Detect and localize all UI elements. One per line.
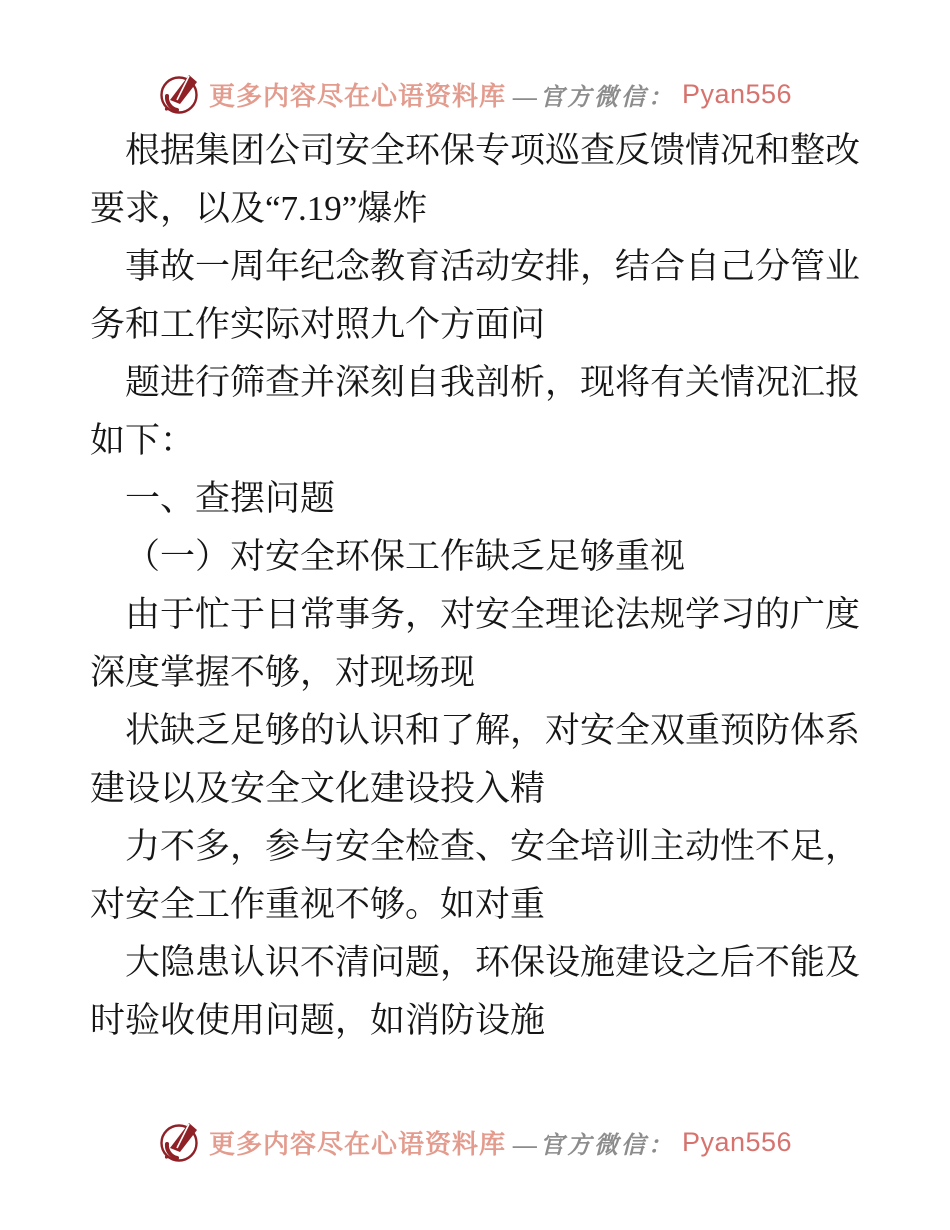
text-line: 要求，以及“7.19”爆炸 xyxy=(90,189,428,228)
text-line: 事故一周年纪念教育活动安排，结合自己分管业 xyxy=(125,247,861,286)
text-line: 力不多，参与安全检查、安全培训主动性不足， xyxy=(125,827,861,866)
text-line: 根据集团公司安全环保专项巡查反馈情况和整改 xyxy=(125,131,861,170)
footer-watermark xyxy=(0,1116,950,1168)
text-line: 由于忙于日常事务，对安全理论法规学习的广度 xyxy=(125,595,861,634)
text-line: 大隐患认识不清问题，环保设施建设之后不能及 xyxy=(125,943,861,982)
watermark-wechat-id: Pyan556 xyxy=(681,78,793,109)
text-line: 时验收使用问题，如消防设施 xyxy=(90,1001,546,1040)
watermark-wechat-id: Pyan556 xyxy=(681,1126,793,1157)
text-line: 建设以及安全文化建设投入精 xyxy=(90,769,546,808)
section-heading-line: 一、查摆问题 xyxy=(125,479,336,518)
text-line: 状缺乏足够的认识和了解，对安全双重预防体系 xyxy=(125,711,861,750)
header-watermark xyxy=(0,68,950,120)
pen-circle-logo-icon xyxy=(158,71,202,117)
subsection-heading-line: （一）对安全环保工作缺乏足够重视 xyxy=(125,537,686,576)
text-line: 务和工作实际对照九个方面问 xyxy=(90,305,546,344)
watermark-brand-text: 更多内容尽在心语资料库 xyxy=(208,81,506,111)
watermark-wechat-label: —官方微信： xyxy=(512,1132,675,1159)
text-line: 深度掌握不够，对现场现 xyxy=(90,653,476,692)
document-body xyxy=(90,122,862,1050)
watermark-wechat-label: —官方微信： xyxy=(512,84,675,111)
text-line: 如下： xyxy=(90,421,196,460)
watermark-brand-text: 更多内容尽在心语资料库 xyxy=(208,1129,506,1159)
text-line: 题进行筛查并深刻自我剖析，现将有关情况汇报 xyxy=(125,363,861,402)
text-line: 对安全工作重视不够。如对重 xyxy=(90,885,546,924)
pen-circle-logo-icon xyxy=(158,1119,202,1165)
